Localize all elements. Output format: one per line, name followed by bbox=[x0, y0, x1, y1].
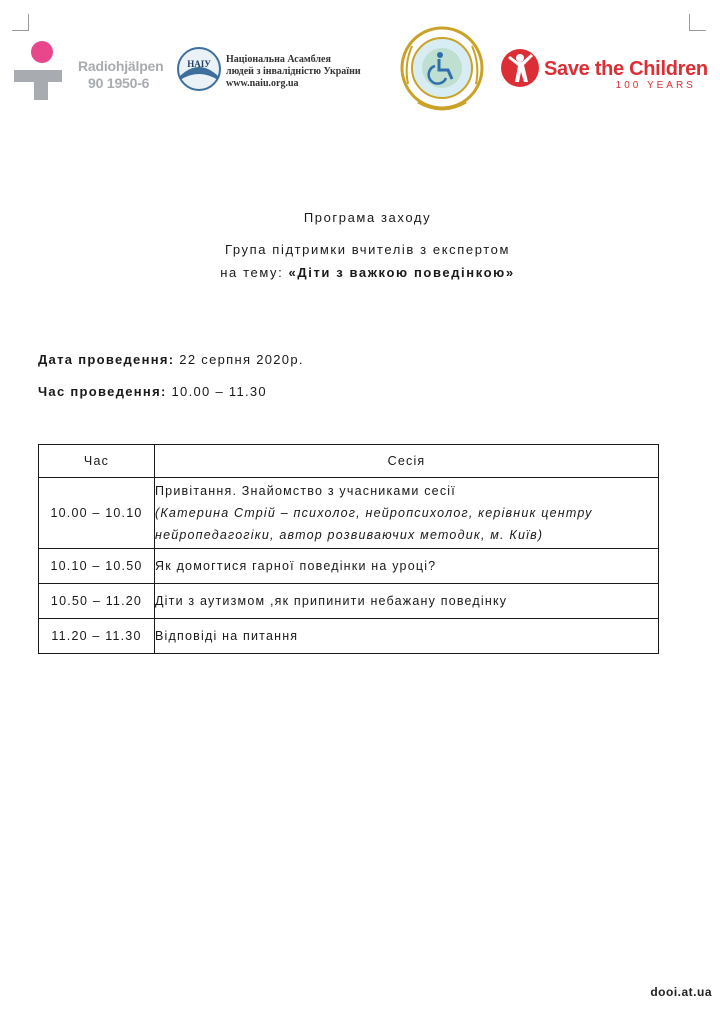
event-time bbox=[38, 384, 267, 399]
row-session bbox=[155, 478, 659, 549]
radiohjalpen-name: Radiohjälpen bbox=[78, 58, 164, 74]
session-title: Привітання. Знайомство з учасниками сесії bbox=[155, 484, 456, 498]
accessibility-emblem-icon bbox=[398, 24, 486, 114]
radiohjalpen-number: 90 1950-6 bbox=[88, 75, 150, 91]
topic-text: «Діти з важкою поведінкою» bbox=[288, 265, 515, 280]
naiu-url: www.naiu.org.ua bbox=[226, 78, 299, 89]
event-date-value: 22 серпня 2020р. bbox=[174, 352, 304, 367]
table-row bbox=[39, 584, 659, 619]
program-topic bbox=[0, 265, 720, 280]
wreath-emblem-logo bbox=[398, 24, 486, 114]
site-watermark: dooi.at.ua bbox=[650, 985, 712, 999]
save-the-children-icon bbox=[500, 46, 540, 92]
topic-prefix: на тему: bbox=[220, 265, 289, 280]
save-the-children-logo bbox=[500, 46, 710, 96]
event-date-label: Дата проведення: bbox=[38, 352, 175, 367]
column-header-session: Сесія bbox=[155, 445, 659, 478]
row-time: 11.20 – 11.30 bbox=[39, 619, 155, 654]
naiu-logo bbox=[176, 46, 396, 96]
table-row bbox=[39, 549, 659, 584]
row-session: Діти з аутизмом ,як припинити небажану поведінку bbox=[155, 584, 659, 619]
table-row bbox=[39, 619, 659, 654]
table-row bbox=[39, 478, 659, 549]
radiohjalpen-icon bbox=[12, 40, 72, 100]
table-header-row bbox=[39, 445, 659, 478]
naiu-line1: Національна Асамблея bbox=[226, 54, 331, 65]
save-the-children-tagline: 100 YEARS bbox=[615, 80, 696, 91]
naiu-line2: людей з інвалідністю України bbox=[226, 66, 361, 77]
radiohjalpen-logo bbox=[12, 40, 172, 100]
program-subtitle: Група підтримки вчителів з експертом bbox=[224, 242, 511, 257]
row-session: Відповіді на питання bbox=[155, 619, 659, 654]
row-session: Як домогтися гарної поведінки на уроці? bbox=[155, 549, 659, 584]
session-speaker-note: (Катерина Стрій – психолог, нейропсихолог, керівник центру нейропедагогіки, автор розвиваючих методик, м. Київ) bbox=[155, 506, 593, 542]
event-date bbox=[38, 352, 304, 367]
event-time-label: Час проведення: bbox=[38, 384, 167, 399]
column-header-time: Час bbox=[39, 445, 155, 478]
program-title: Програма заходу bbox=[303, 210, 432, 225]
naiu-badge-text: НАІУ bbox=[187, 59, 211, 69]
save-the-children-name: Save the Children bbox=[544, 58, 708, 80]
row-time: 10.10 – 10.50 bbox=[39, 549, 155, 584]
partner-logos bbox=[0, 24, 720, 120]
row-time: 10.00 – 10.10 bbox=[39, 478, 155, 549]
event-time-value: 10.00 – 11.30 bbox=[166, 384, 267, 399]
program-table bbox=[38, 444, 659, 654]
row-time: 10.50 – 11.20 bbox=[39, 584, 155, 619]
naiu-icon bbox=[176, 46, 222, 92]
